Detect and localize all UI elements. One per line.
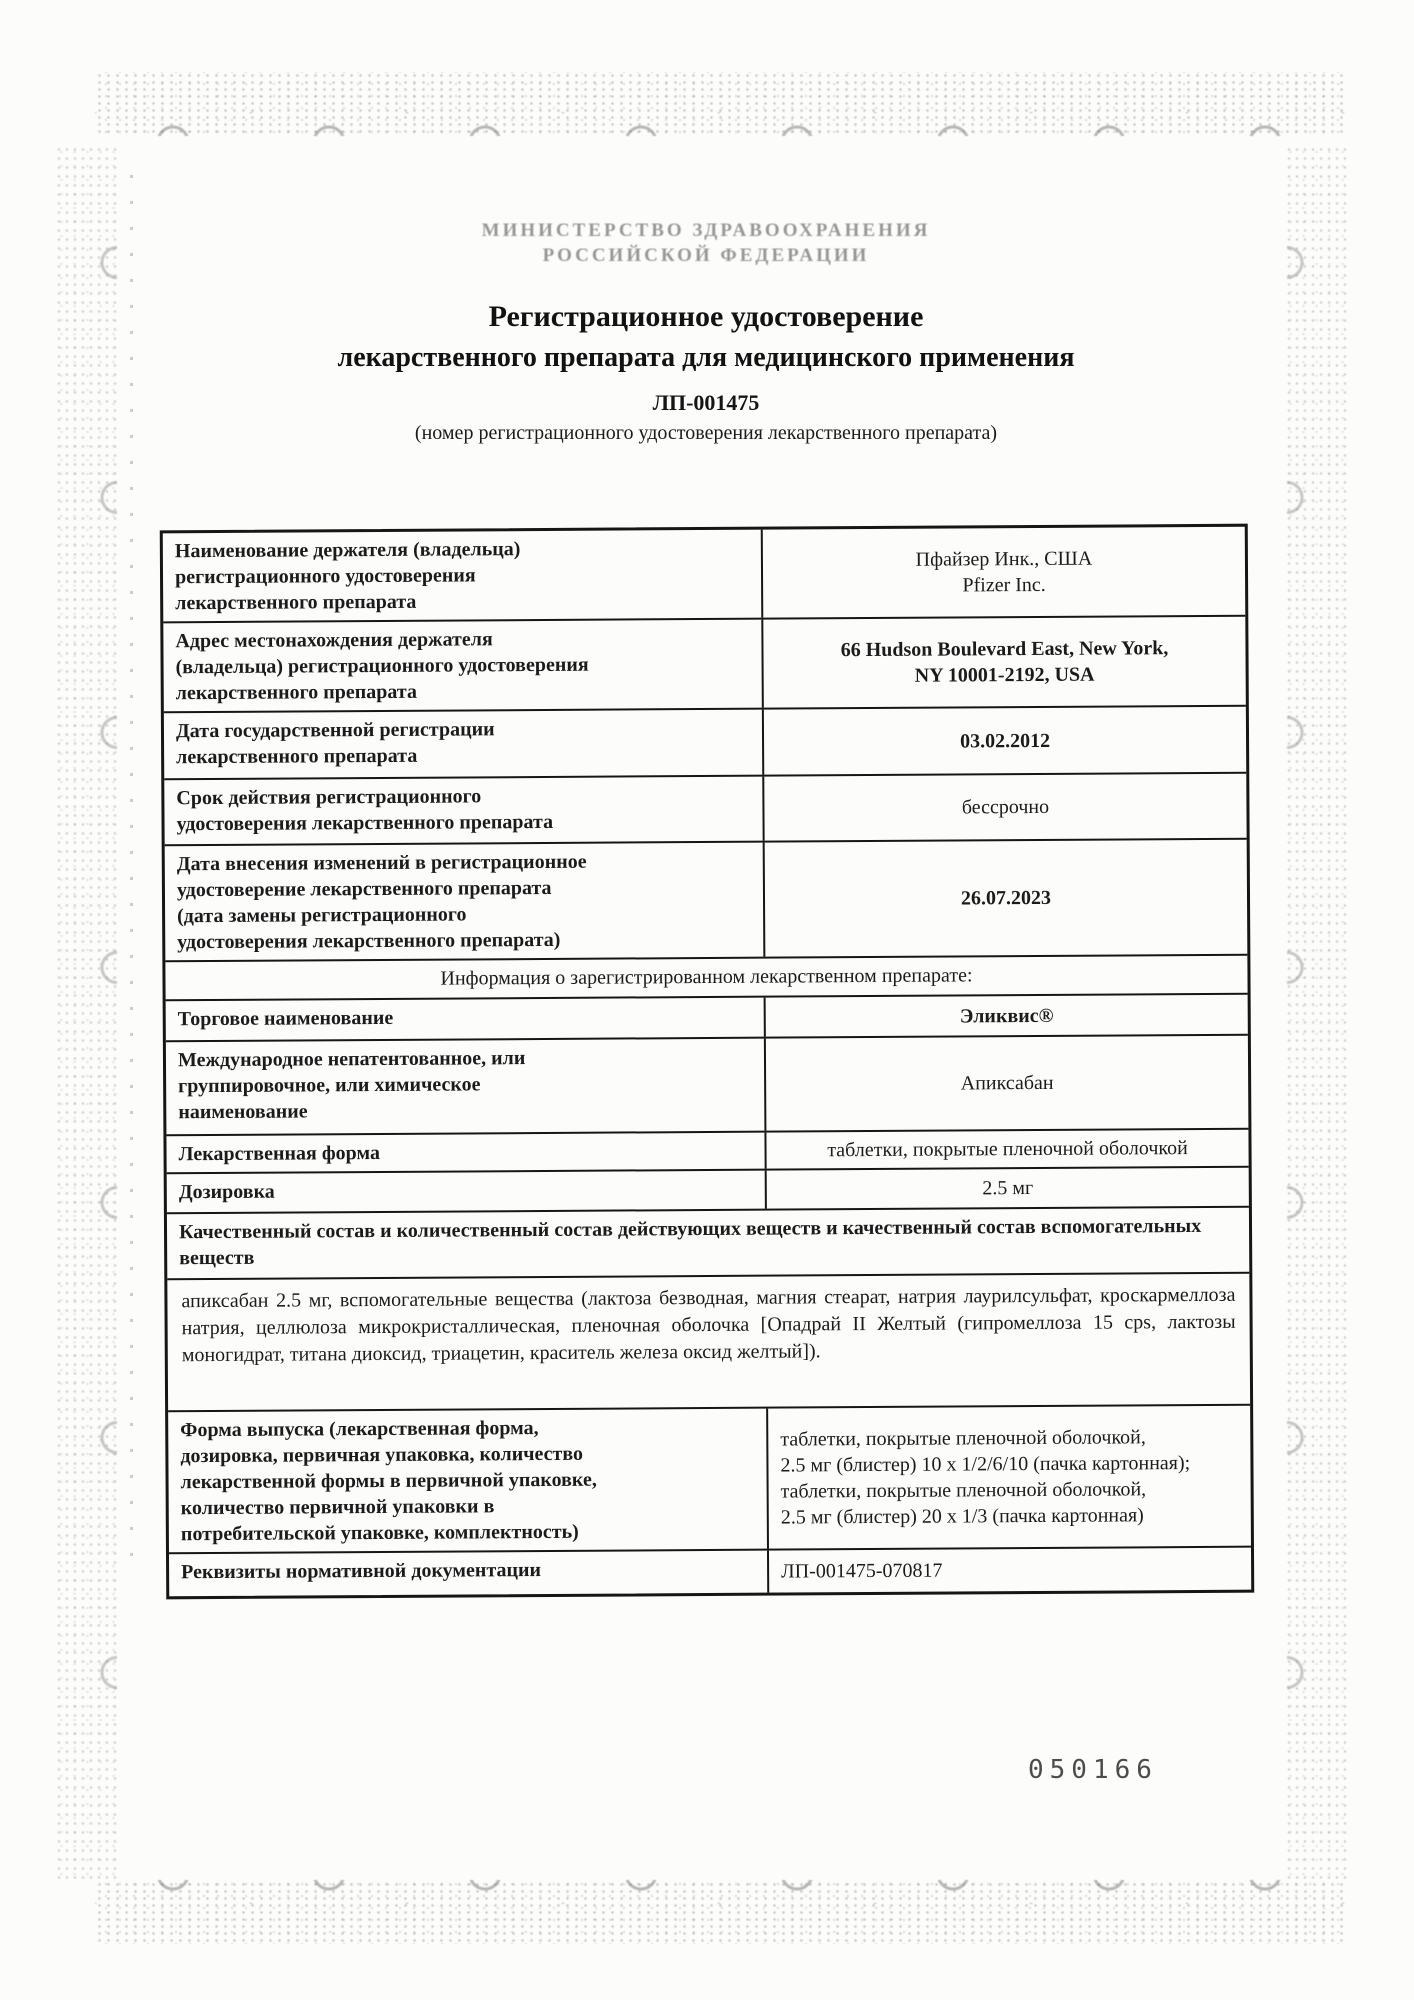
holder-address-value: 66 Hudson Boulevard East, New York, NY 10001-2192, USA — [840, 637, 1169, 687]
table-row — [165, 840, 1248, 963]
margin-tick-marks — [130, 175, 133, 1565]
trade-name-value: Эликвис® — [959, 1004, 1054, 1027]
info-banner: Информация о зарегистрированном лекарственном препарате: — [440, 964, 973, 990]
holder-address-label: Адрес местонахождения держателя (владельца) регистрационного удостоверения лекарственного препарата — [163, 620, 764, 712]
ministry-name-line1: МИНИСТЕРСТВО ЗДРАВООХРАНЕНИЯ — [481, 220, 931, 241]
normative-docs-label: Реквизиты нормативной документации — [169, 1551, 769, 1597]
dosage-form-value: таблетки, покрытые пленочной оболочкой — [827, 1137, 1188, 1162]
border-ornament-right — [1287, 145, 1349, 1880]
table-row — [163, 617, 1246, 714]
release-form-value: таблетки, покрытые пленочной оболочкой, 2.5 мг (блистер) 10 x 1/2/6/10 (пачка картонная); таблетки, покрытые пленочной оболочкой, 2.5 мг (блистер) 20 x 1/3 (пачка картонная) — [780, 1426, 1191, 1529]
document-title-line1: Регистрационное удостоверение — [488, 300, 924, 333]
holder-name-label: Наименование держателя (владельца) регистрационного удостоверения лекарственного препарата — [163, 530, 764, 622]
registration-date-value: 03.02.2012 — [959, 729, 1051, 752]
border-ornament-left — [55, 145, 117, 1880]
border-ornament-bottom — [95, 1880, 1345, 1944]
release-form-label: Форма выпуска (лекарственная форма, дозировка, первичная упаковка, количество лекарственной формы в первичной упаковке, количество первичной упаковки в потребительской упаковке, комплектность) — [168, 1409, 769, 1553]
inn-value: Апиксабан — [960, 1071, 1054, 1095]
serial-number: 050166 — [1028, 1755, 1158, 1785]
registration-table — [160, 524, 1255, 1600]
document-title-line2: лекарственного препарата для медицинского применения — [337, 342, 1075, 373]
composition-header-row — [167, 1208, 1249, 1281]
normative-docs-value: ЛП-001475-070817 — [781, 1559, 943, 1583]
registration-date-label: Дата государственной регистрации лекарственного препарата — [164, 710, 764, 779]
registration-number: ЛП-001475 — [652, 390, 760, 415]
amendment-date-value: 26.07.2023 — [960, 886, 1052, 910]
border-ornament-top — [95, 72, 1345, 136]
table-row — [164, 707, 1246, 781]
composition-header: Качественный состав и количественный состав действующих веществ и качественный состав вспомогательных веществ — [178, 1214, 1202, 1270]
table-row — [166, 1130, 1248, 1175]
validity-period-value: бессрочно — [961, 795, 1050, 819]
table-row — [163, 527, 1246, 624]
dosage-form-label: Лекарственная форма — [166, 1133, 766, 1173]
table-row — [169, 1548, 1251, 1597]
holder-name-value: Пфайзер Инк., США Pfizer Inc. — [915, 547, 1093, 597]
ministry-name-line2: РОССИЙСКОЙ ФЕДЕРАЦИИ — [542, 245, 870, 266]
trade-name-label: Торговое наименование — [166, 998, 766, 1041]
dosage-label: Дозировка — [167, 1171, 767, 1213]
validity-period-label: Срок действия регистрационного удостоверения лекарственного препарата — [164, 777, 764, 845]
amendment-date-label: Дата внесения изменений в регистрационное удостоверение лекарственного препарата (дата замены регистрационного удостоверения лекарственного препарата) — [165, 843, 766, 961]
table-row — [166, 995, 1248, 1043]
table-row — [167, 1168, 1249, 1215]
composition-text-row — [167, 1274, 1250, 1413]
table-row — [166, 1036, 1249, 1137]
dosage-value: 2.5 мг — [982, 1177, 1034, 1200]
document-header — [165, 218, 1247, 445]
table-banner-row — [165, 956, 1247, 1002]
registration-number-caption: (номер регистрационного удостоверения лекарственного препарата) — [414, 422, 998, 444]
inn-label: Международное непатентованное, или группировочное, или химическое наименование — [166, 1039, 767, 1135]
composition-text: апиксабан 2.5 мг, вспомогательные вещества (лактоза безводная, магния стеарат, натрия лаурилсульфат, кроскармеллоза натрия, целлюлоза микрокристаллическая, пленочная оболочка [Опадрай II Желтый (гипромеллоза 15 cps, лактозы моногидрат, титана диоксид, триацетин, краситель железа оксид желтый]). — [181, 1283, 1236, 1367]
table-row — [164, 774, 1246, 847]
table-row — [168, 1406, 1251, 1555]
